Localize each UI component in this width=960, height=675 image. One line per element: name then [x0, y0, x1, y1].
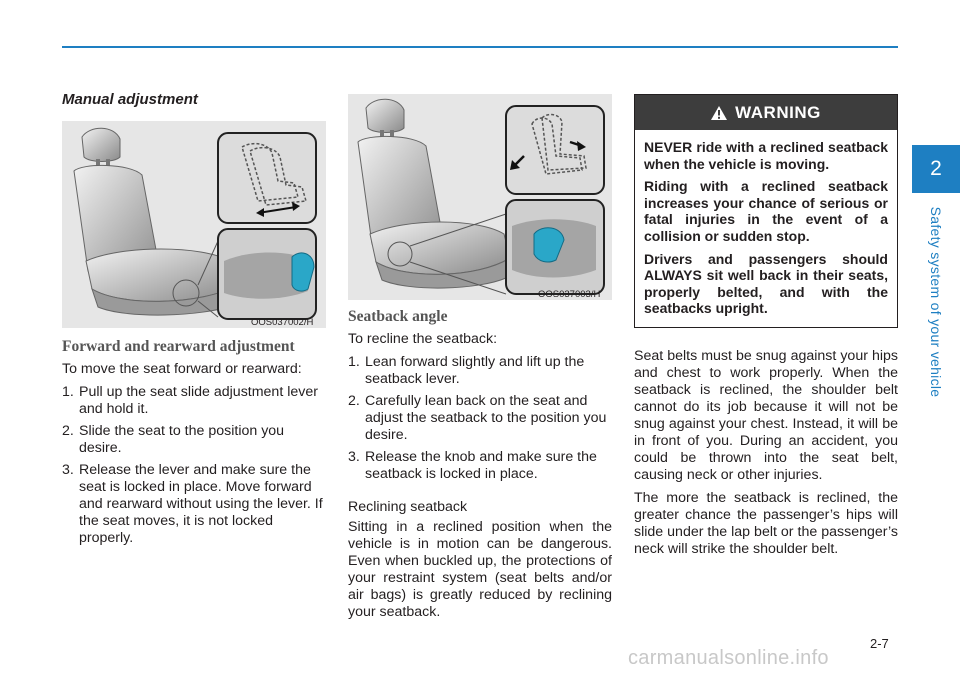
right-column	[634, 348, 898, 564]
top-rule	[62, 46, 898, 48]
warning-paragraph: Riding with a reclined seatback increases your chance of serious or fatal injuries in the event of a collision or sudden stop.	[644, 178, 888, 244]
manual-adjustment-heading: Manual adjustment	[62, 91, 198, 108]
warning-paragraph: NEVER ride with a reclined seatback when the vehicle is moving.	[644, 139, 888, 172]
warning-body	[635, 130, 897, 317]
seatback-angle-subheading: Seatback angle	[348, 308, 448, 325]
warning-title: WARNING	[735, 102, 821, 122]
middle-column	[348, 308, 612, 627]
seatback-angle-figure	[348, 94, 612, 300]
warning-header	[635, 95, 897, 130]
list-item: 3. Release the knob and make sure the seatback is locked in place.	[348, 449, 597, 482]
watermark: carmanualsonline.info	[628, 647, 829, 669]
seat-belt-paragraph: Seat belts must be snug against your hips and chest to work properly. When the seatback is reclined, the shoulder belt cannot do its job because it will not be snug against your chest. Instead, it will be in front of you. During an accident, you could be thrown into the seat belt, causing neck or other injuries.	[634, 348, 898, 483]
reclining-seatback-text: Sitting in a reclined position when the vehicle is in motion can be dangerous. Even when buckled up, the protections of your restraint system (seat belts and/or air bags) is greatly reduced by reclining your seatback.	[348, 519, 612, 620]
section-title: Safety system of your vehicle	[928, 206, 944, 398]
seatback-angle-intro: To recline the seatback:	[348, 331, 498, 347]
list-item: 1. Lean forward slightly and lift up the seatback lever.	[348, 354, 585, 387]
left-column	[62, 338, 324, 552]
warning-box	[634, 94, 898, 328]
warning-paragraph: Drivers and passengers should ALWAYS sit well back in their seats, properly belted, and with the seatbacks upright.	[644, 250, 888, 317]
seat-slide-figure	[62, 121, 326, 328]
seatback-angle-steps	[348, 354, 612, 483]
reclined-seatback-paragraph: The more the seatback is reclined, the greater chance the passenger’s hips will slide under the lap belt or the passenger’s neck will strike the shoulder belt.	[634, 490, 898, 557]
list-item: 3. Release the lever and make sure the seat is locked in place. Move forward and rearward without using the lever. If the seat moves, it is not locked properly.	[62, 462, 323, 546]
section-number: 2	[930, 157, 942, 180]
figure-caption-left: OOS037002/H	[251, 317, 314, 328]
section-number-tab	[912, 145, 960, 193]
seatback-illustration	[348, 94, 612, 300]
list-item: 2. Slide the seat to the position you desire.	[62, 423, 285, 456]
seat-illustration	[62, 121, 326, 328]
reclining-seatback-title: Reclining seatback	[348, 499, 468, 515]
forward-rearward-intro: To move the seat forward or rearward:	[62, 361, 302, 377]
page-number: 2-7	[870, 636, 889, 651]
forward-rearward-subheading: Forward and rearward adjustment	[62, 338, 295, 355]
forward-rearward-steps	[62, 384, 324, 547]
figure-caption-middle: OOS037003/H	[538, 289, 601, 300]
list-item: 2. Carefully lean back on the seat and adjust the seatback to the position you desire.	[348, 393, 607, 443]
warning-triangle-icon	[711, 106, 727, 120]
list-item: 1. Pull up the seat slide adjustment lever and hold it.	[62, 384, 318, 417]
